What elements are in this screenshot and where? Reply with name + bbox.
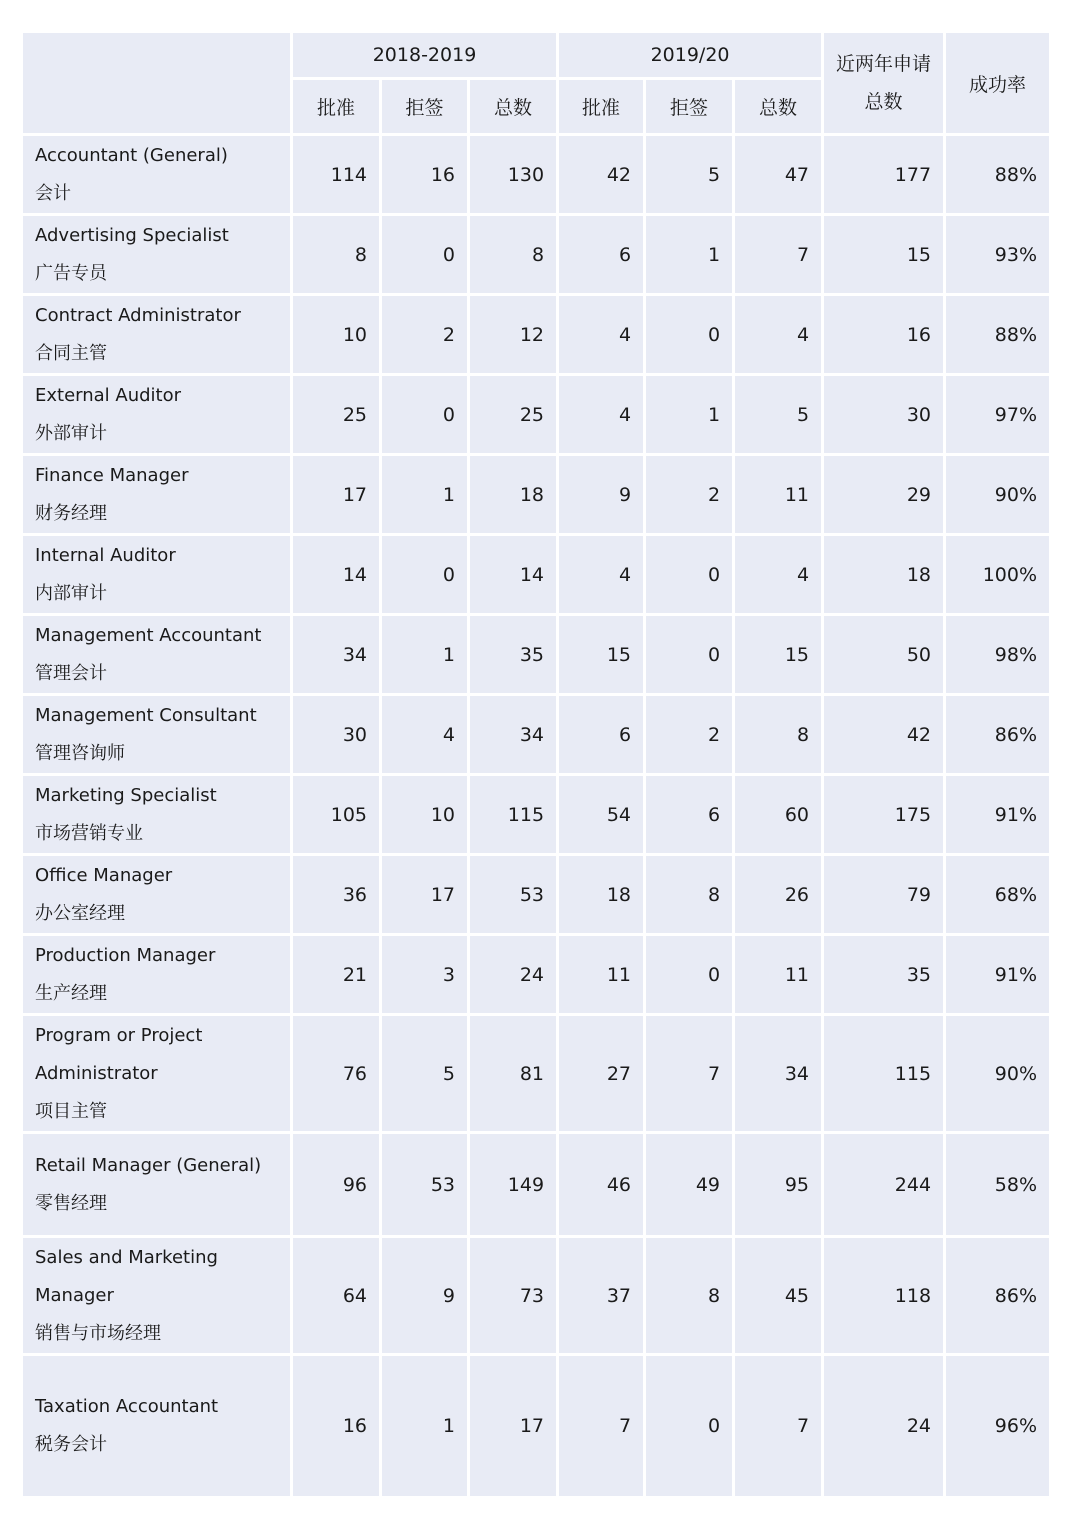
two-year-total-cell: 35: [824, 936, 943, 1013]
total-2019-20-cell: 7: [735, 1356, 821, 1496]
refused-2018-2019-cell: 10: [382, 776, 467, 853]
two-year-total-cell: 24: [824, 1356, 943, 1496]
refused-header-1: 拒签: [382, 80, 467, 133]
success-rate-cell: 97%: [946, 376, 1049, 453]
approved-2018-2019-cell: 10: [293, 296, 379, 373]
approved-2018-2019-cell: 36: [293, 856, 379, 933]
occupation-name-en: Internal Auditor: [35, 544, 176, 566]
refused-2018-2019-cell: 1: [382, 616, 467, 693]
refused-2018-2019-cell: 2: [382, 296, 467, 373]
occupation-visa-table-container: [20, 30, 1052, 1499]
approved-2019-20-cell: 4: [559, 376, 643, 453]
refused-2018-2019-cell: 4: [382, 696, 467, 773]
approved-2018-2019-cell: 114: [293, 136, 379, 213]
approved-2018-2019-cell: 8: [293, 216, 379, 293]
approved-2019-20-cell: 18: [559, 856, 643, 933]
occupation-name-zh: 税务会计: [35, 1434, 107, 1455]
occupation-name-en: Retail Manager (General): [35, 1154, 262, 1176]
occupation-name-en: Taxation Accountant: [35, 1396, 219, 1417]
table-row: [23, 536, 1049, 613]
occupation-name-en: Management Accountant: [35, 624, 262, 646]
occupation-name-cell: [23, 1238, 290, 1353]
success-rate-cell: 100%: [946, 536, 1049, 613]
occupation-name-en: External Auditor: [35, 384, 182, 406]
table-row: [23, 856, 1049, 933]
occupation-name-zh: 市场营销专业: [35, 822, 143, 844]
approved-2018-2019-cell: 105: [293, 776, 379, 853]
success-rate-cell: 88%: [946, 136, 1049, 213]
total-2018-2019-cell: 17: [470, 1356, 556, 1496]
refused-2018-2019-cell: 16: [382, 136, 467, 213]
table-row: [23, 296, 1049, 373]
approved-2018-2019-cell: 14: [293, 536, 379, 613]
total-2018-2019-cell: 149: [470, 1134, 556, 1235]
total-2019-20-cell: 11: [735, 456, 821, 533]
refused-2018-2019-cell: 1: [382, 456, 467, 533]
refused-2019-20-cell: 49: [646, 1134, 732, 1235]
approved-2019-20-cell: 4: [559, 296, 643, 373]
occupation-name-cell: [23, 696, 290, 773]
occupation-name-zh: 合同主管: [35, 342, 107, 364]
two-year-total-cell: 175: [824, 776, 943, 853]
total-2019-20-cell: 47: [735, 136, 821, 213]
refused-2018-2019-cell: 17: [382, 856, 467, 933]
approved-2019-20-cell: 54: [559, 776, 643, 853]
occupation-name-zh: 外部审计: [35, 422, 107, 444]
approved-header-2: 批准: [559, 80, 643, 133]
approved-header-1: 批准: [293, 80, 379, 133]
success-rate-cell: 86%: [946, 1238, 1049, 1353]
two-year-total-cell: 177: [824, 136, 943, 213]
two-year-total-cell: 79: [824, 856, 943, 933]
total-2018-2019-cell: 130: [470, 136, 556, 213]
total-2019-20-cell: 7: [735, 216, 821, 293]
table-row: [23, 776, 1049, 853]
refused-header-2: 拒签: [646, 80, 732, 133]
occupation-name-cell: [23, 1134, 290, 1235]
two-year-total-header: 近两年申请总数: [824, 33, 943, 133]
approved-2018-2019-cell: 34: [293, 616, 379, 693]
approved-2019-20-cell: 6: [559, 216, 643, 293]
total-2019-20-cell: 8: [735, 696, 821, 773]
occupation-name-cell: [23, 776, 290, 853]
refused-2018-2019-cell: 5: [382, 1016, 467, 1131]
two-year-total-cell: 244: [824, 1134, 943, 1235]
refused-2019-20-cell: 5: [646, 136, 732, 213]
approved-2019-20-cell: 7: [559, 1356, 643, 1496]
approved-2018-2019-cell: 64: [293, 1238, 379, 1353]
occupation-name-en: Management Consultant: [35, 704, 257, 726]
occupation-name-en: Contract Administrator: [35, 304, 241, 326]
table-row: [23, 216, 1049, 293]
two-year-total-cell: 30: [824, 376, 943, 453]
total-2019-20-cell: 15: [735, 616, 821, 693]
table-row: [23, 376, 1049, 453]
table-row: [23, 1356, 1049, 1496]
success-rate-cell: 91%: [946, 776, 1049, 853]
success-rate-cell: 88%: [946, 296, 1049, 373]
table-row: [23, 456, 1049, 533]
approved-2019-20-cell: 9: [559, 456, 643, 533]
occupation-name-cell: [23, 856, 290, 933]
success-rate-header: 成功率: [946, 33, 1049, 133]
total-header-1: 总数: [470, 80, 556, 133]
approved-2019-20-cell: 42: [559, 136, 643, 213]
total-2019-20-cell: 45: [735, 1238, 821, 1353]
approved-2019-20-cell: 27: [559, 1016, 643, 1131]
refused-2019-20-cell: 1: [646, 376, 732, 453]
total-2018-2019-cell: 14: [470, 536, 556, 613]
table-row: [23, 1016, 1049, 1131]
total-2018-2019-cell: 24: [470, 936, 556, 1013]
success-rate-cell: 93%: [946, 216, 1049, 293]
occupation-name-cell: [23, 1356, 290, 1496]
approved-2018-2019-cell: 96: [293, 1134, 379, 1235]
two-year-total-cell: 42: [824, 696, 943, 773]
total-2018-2019-cell: 53: [470, 856, 556, 933]
success-rate-cell: 96%: [946, 1356, 1049, 1496]
total-2018-2019-cell: 34: [470, 696, 556, 773]
occupation-name-zh: 内部审计: [35, 582, 107, 604]
approved-2018-2019-cell: 17: [293, 456, 379, 533]
total-2018-2019-cell: 115: [470, 776, 556, 853]
approved-2019-20-cell: 37: [559, 1238, 643, 1353]
success-rate-cell: 68%: [946, 856, 1049, 933]
table-row: [23, 696, 1049, 773]
refused-2018-2019-cell: 53: [382, 1134, 467, 1235]
approved-2019-20-cell: 4: [559, 536, 643, 613]
occupation-name-zh: 广告专员: [35, 262, 107, 284]
refused-2019-20-cell: 2: [646, 696, 732, 773]
occupation-name-en: Program or Project Administrator: [35, 1024, 203, 1084]
refused-2018-2019-cell: 0: [382, 216, 467, 293]
occupation-name-zh: 零售经理: [35, 1192, 107, 1214]
occupation-name-zh: 财务经理: [35, 502, 107, 524]
refused-2018-2019-cell: 0: [382, 536, 467, 613]
occupation-name-en: Finance Manager: [35, 464, 189, 486]
approved-2019-20-cell: 15: [559, 616, 643, 693]
refused-2019-20-cell: 6: [646, 776, 732, 853]
occupation-name-cell: [23, 536, 290, 613]
occupation-name-en: Production Manager: [35, 944, 216, 966]
table-body: [23, 136, 1049, 1496]
refused-2018-2019-cell: 3: [382, 936, 467, 1013]
occupation-name-en: Office Manager: [35, 864, 173, 886]
total-2018-2019-cell: 81: [470, 1016, 556, 1131]
total-2019-20-cell: 26: [735, 856, 821, 933]
total-2018-2019-cell: 18: [470, 456, 556, 533]
occupation-name-cell: [23, 1016, 290, 1131]
total-2019-20-cell: 34: [735, 1016, 821, 1131]
success-rate-cell: 90%: [946, 456, 1049, 533]
occupation-name-cell: [23, 216, 290, 293]
occupation-visa-table: [20, 30, 1052, 1499]
corner-header-cell: [23, 33, 290, 133]
approved-2019-20-cell: 46: [559, 1134, 643, 1235]
success-rate-cell: 91%: [946, 936, 1049, 1013]
table-row: [23, 1134, 1049, 1235]
two-year-total-cell: 16: [824, 296, 943, 373]
approved-2018-2019-cell: 30: [293, 696, 379, 773]
occupation-name-en: Marketing Specialist: [35, 784, 217, 806]
refused-2019-20-cell: 1: [646, 216, 732, 293]
total-2018-2019-cell: 12: [470, 296, 556, 373]
approved-2018-2019-cell: 21: [293, 936, 379, 1013]
success-rate-cell: 98%: [946, 616, 1049, 693]
two-year-total-cell: 29: [824, 456, 943, 533]
occupation-name-en: Sales and Marketing Manager: [35, 1246, 218, 1306]
approved-2019-20-cell: 6: [559, 696, 643, 773]
approved-2018-2019-cell: 76: [293, 1016, 379, 1131]
refused-2019-20-cell: 0: [646, 296, 732, 373]
refused-2019-20-cell: 0: [646, 536, 732, 613]
occupation-name-zh: 办公室经理: [35, 902, 125, 924]
occupation-name-zh: 管理咨询师: [35, 742, 125, 764]
total-2019-20-cell: 95: [735, 1134, 821, 1235]
approved-2018-2019-cell: 16: [293, 1356, 379, 1496]
total-2019-20-cell: 4: [735, 296, 821, 373]
occupation-name-zh: 会计: [35, 182, 71, 204]
refused-2018-2019-cell: 9: [382, 1238, 467, 1353]
total-2019-20-cell: 5: [735, 376, 821, 453]
total-2018-2019-cell: 25: [470, 376, 556, 453]
total-2018-2019-cell: 8: [470, 216, 556, 293]
success-rate-cell: 90%: [946, 1016, 1049, 1131]
occupation-name-en: Advertising Specialist: [35, 224, 229, 246]
occupation-name-zh: 生产经理: [35, 982, 107, 1004]
occupation-name-zh: 销售与市场经理: [35, 1322, 161, 1344]
two-year-total-cell: 15: [824, 216, 943, 293]
table-row: [23, 616, 1049, 693]
total-2019-20-cell: 4: [735, 536, 821, 613]
approved-2019-20-cell: 11: [559, 936, 643, 1013]
occupation-name-cell: [23, 136, 290, 213]
refused-2018-2019-cell: 0: [382, 376, 467, 453]
refused-2019-20-cell: 2: [646, 456, 732, 533]
refused-2019-20-cell: 0: [646, 936, 732, 1013]
total-2019-20-cell: 60: [735, 776, 821, 853]
two-year-total-cell: 115: [824, 1016, 943, 1131]
occupation-name-cell: [23, 456, 290, 533]
occupation-name-cell: [23, 376, 290, 453]
refused-2019-20-cell: 0: [646, 616, 732, 693]
approved-2018-2019-cell: 25: [293, 376, 379, 453]
two-year-total-cell: 18: [824, 536, 943, 613]
two-year-total-cell: 118: [824, 1238, 943, 1353]
period-2018-2019-header: 2018-2019: [293, 33, 556, 77]
success-rate-cell: 86%: [946, 696, 1049, 773]
refused-2019-20-cell: 0: [646, 1356, 732, 1496]
refused-2019-20-cell: 7: [646, 1016, 732, 1131]
total-2018-2019-cell: 73: [470, 1238, 556, 1353]
table-row: [23, 936, 1049, 1013]
occupation-name-zh: 管理会计: [35, 662, 107, 684]
total-header-2: 总数: [735, 80, 821, 133]
two-year-total-cell: 50: [824, 616, 943, 693]
occupation-name-cell: [23, 296, 290, 373]
occupation-name-cell: [23, 616, 290, 693]
occupation-name-zh: 项目主管: [35, 1100, 107, 1122]
table-row: [23, 136, 1049, 213]
table-row: [23, 1238, 1049, 1353]
total-2018-2019-cell: 35: [470, 616, 556, 693]
success-rate-cell: 58%: [946, 1134, 1049, 1235]
occupation-name-en: Accountant (General): [35, 144, 228, 166]
refused-2018-2019-cell: 1: [382, 1356, 467, 1496]
occupation-name-cell: [23, 936, 290, 1013]
refused-2019-20-cell: 8: [646, 856, 732, 933]
refused-2019-20-cell: 8: [646, 1238, 732, 1353]
period-2019-20-header: 2019/20: [559, 33, 821, 77]
total-2019-20-cell: 11: [735, 936, 821, 1013]
